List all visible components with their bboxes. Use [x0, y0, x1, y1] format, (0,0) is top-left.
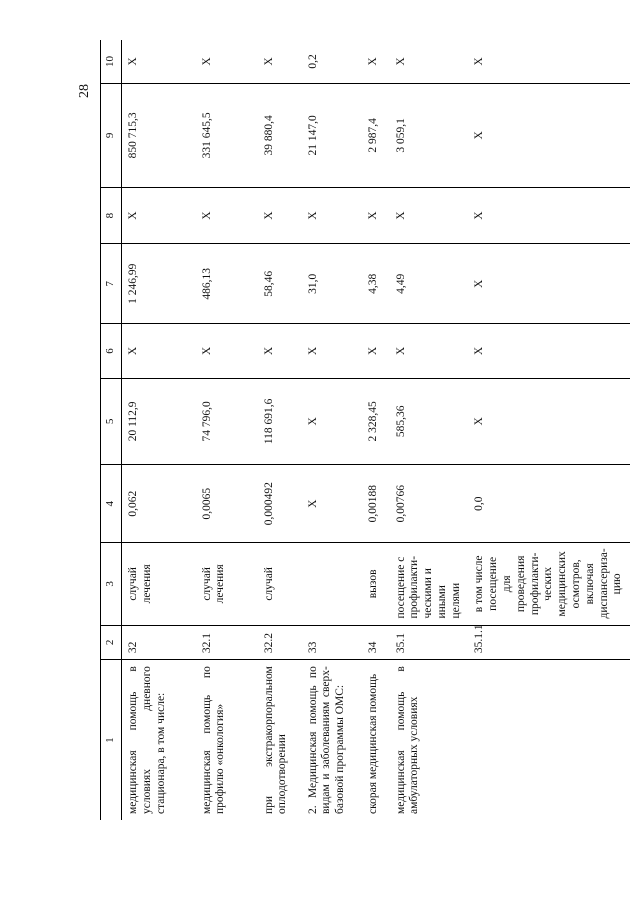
page-number: 28 — [77, 84, 92, 98]
table-row — [122, 40, 196, 820]
column-header: 6 — [101, 324, 122, 378]
unit-cell — [302, 543, 362, 625]
indicator-cell: медицинская помощь по профилю «онкология» — [200, 666, 227, 814]
cell: 31,0 — [302, 244, 362, 324]
table-row — [196, 40, 258, 820]
column-header: 1 — [101, 660, 122, 820]
table-row — [468, 40, 630, 820]
column-header: 9 — [101, 83, 122, 187]
indicator-cell: медицинская помощь в амбулаторных условиях — [394, 666, 421, 814]
cell: Х — [468, 83, 630, 187]
indicator-cell: скорая медицинская помощь — [366, 673, 379, 814]
column-header: 8 — [101, 187, 122, 243]
cell: 0,00188 — [362, 465, 390, 543]
cell: Х — [258, 40, 302, 83]
cell: Х — [468, 324, 630, 378]
line-number-cell: 32.1 — [196, 625, 258, 660]
cell: Х — [122, 40, 196, 83]
cell: Х — [390, 40, 469, 83]
cell: Х — [468, 187, 630, 243]
cell: Х — [302, 324, 362, 378]
column-header: 7 — [101, 244, 122, 324]
cell: 0,000492 — [258, 465, 302, 543]
cell: Х — [468, 378, 630, 465]
cell: Х — [122, 324, 196, 378]
line-number-cell: 35.1 — [390, 625, 469, 660]
indicator-cell: 2. Медицинская помощь по видам и заболеваниям сверх-базовой программы ОМС: — [306, 666, 347, 814]
cell: 39 880,4 — [258, 83, 302, 187]
column-header: 10 — [101, 40, 122, 83]
indicator-cell — [468, 660, 630, 820]
cell: Х — [362, 324, 390, 378]
table-row — [362, 40, 390, 820]
unit-cell: посещение с профилакти-ческими и иными целями — [390, 543, 469, 625]
column-header: 4 — [101, 465, 122, 543]
cell: 331 645,5 — [196, 83, 258, 187]
cell: 3 059,1 — [390, 83, 469, 187]
cell: Х — [196, 40, 258, 83]
column-header: 5 — [101, 378, 122, 465]
cell: 118 691,6 — [258, 378, 302, 465]
rotated-table-wrapper — [100, 40, 624, 820]
cell: 0,062 — [122, 465, 196, 543]
cell: Х — [258, 187, 302, 243]
unit-cell: случай лечения — [196, 543, 258, 625]
unit-cell: вызов — [362, 543, 390, 625]
cell: 585,36 — [390, 378, 469, 465]
cell: Х — [468, 40, 630, 83]
unit-cell: в том числе посещение для проведения профилакти-ческих медицинских осмотров, включая диспансериза-цию — [468, 543, 630, 625]
indicator-cell: медицинская помощь в условиях дневного стационара, в том числе: — [127, 666, 167, 814]
cell: Х — [258, 324, 302, 378]
cell: Х — [362, 187, 390, 243]
cell: Х — [390, 324, 469, 378]
cell: 0,00766 — [390, 465, 469, 543]
cell: Х — [196, 324, 258, 378]
cell: Х — [302, 378, 362, 465]
unit-cell: случай лечения — [122, 543, 196, 625]
line-number-cell: 32.2 — [258, 625, 302, 660]
cell: Х — [196, 187, 258, 243]
table-row — [258, 40, 302, 820]
cell: 21 147,0 — [302, 83, 362, 187]
cell: 4,38 — [362, 244, 390, 324]
cell: 2 328,45 — [362, 378, 390, 465]
cell: 850 715,3 — [122, 83, 196, 187]
cell: Х — [302, 187, 362, 243]
indicator-cell: при экстракорпоральном оплодотворении — [262, 666, 289, 814]
cell: Х — [362, 40, 390, 83]
cell: Х — [390, 187, 469, 243]
cell: 58,46 — [258, 244, 302, 324]
header-row — [101, 40, 122, 820]
table-row — [390, 40, 469, 820]
cell: 0,0 — [468, 465, 630, 543]
cell: 0,2 — [302, 40, 362, 83]
cell: Х — [468, 244, 630, 324]
line-number-cell: 33 — [302, 625, 362, 660]
column-header: 3 — [101, 543, 122, 625]
line-number-cell: 34 — [362, 625, 390, 660]
cell: Х — [302, 465, 362, 543]
cell: 4,49 — [390, 244, 469, 324]
cell: 0,0065 — [196, 465, 258, 543]
cell: 486,13 — [196, 244, 258, 324]
line-number-cell: 32 — [122, 625, 196, 660]
cell: 74 796,0 — [196, 378, 258, 465]
column-header: 2 — [101, 625, 122, 660]
cell: 2 987,4 — [362, 83, 390, 187]
table-row — [302, 40, 362, 820]
unit-cell: случай — [258, 543, 302, 625]
cell: Х — [122, 187, 196, 243]
line-number-cell: 35.1.1 — [468, 625, 630, 660]
cell: 1 246,99 — [122, 244, 196, 324]
cell: 20 112,9 — [122, 378, 196, 465]
data-table — [100, 40, 630, 820]
